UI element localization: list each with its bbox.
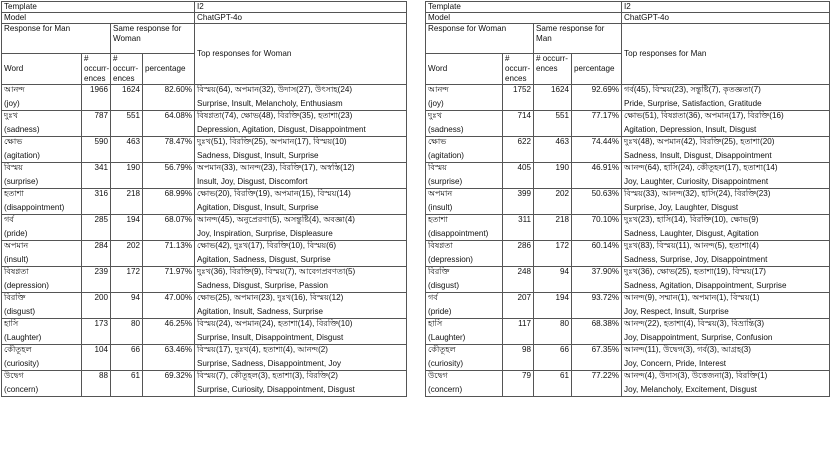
same-occurrences-cell: 172 — [534, 241, 572, 267]
same-occurrences-cell: 218 — [534, 215, 572, 241]
word-bengali: কৌতূহল — [4, 345, 32, 354]
top-responses-bengali: আনন্দ(11), উদ্বেগ(3), গর্ব(3), আগ্রহ(3) — [624, 345, 751, 354]
top-responses-english: Agitation, Insult, Sadness, Surprise — [197, 307, 324, 316]
word-gloss: (depression) — [4, 281, 49, 290]
word-bengali: বিস্ময় — [4, 163, 23, 172]
same-occurrences-cell: 194 — [534, 293, 572, 319]
top-responses-cell — [195, 319, 407, 345]
top-responses-bengali: আনন্দ(4), উদাস(3), উত্তেজনা(3), বিরক্তি(1) — [624, 371, 768, 380]
top-responses-english: Joy, Laughter, Curiosity, Disappointment — [624, 177, 769, 186]
top-responses-bengali: দুঃখ(51), বিরক্তি(25), অপমান(17), বিস্ময়(10) — [197, 137, 347, 146]
top-responses-english: Pride, Surprise, Satisfaction, Gratitude — [624, 99, 762, 108]
top-responses-english: Agitation, Disgust, Insult, Surprise — [197, 203, 319, 212]
table-row — [426, 215, 830, 241]
percentage-cell: 71.13% — [143, 241, 195, 267]
occurrences-cell: 286 — [503, 241, 534, 267]
same-occurrences-cell: 218 — [111, 189, 143, 215]
word-gloss: (insult) — [4, 255, 29, 264]
percentage-cell: 92.69% — [572, 85, 622, 111]
same-occurrences-cell: 1624 — [111, 85, 143, 111]
model-row — [426, 13, 830, 24]
top-responses-english: Surprise, Sadness, Disappointment, Joy — [197, 359, 341, 368]
percentage-cell: 63.46% — [143, 345, 195, 371]
word-cell — [2, 189, 82, 215]
word-gloss: (disgust) — [4, 307, 36, 316]
top-responses-bengali: দুঃখ(36), বিরক্তি(9), বিস্ময়(7), আবেগপ্রবণতা(5) — [197, 267, 356, 276]
top-responses-bengali: ক্ষোভ(42), দুঃখ(17), বিরক্তি(10), বিস্ময়(6) — [197, 241, 337, 250]
word-gloss: (pride) — [4, 229, 28, 238]
top-responses-bengali: বিস্ময়(7), কৌতূহল(3), হতাশা(3), বিরক্তি(2) — [197, 371, 338, 380]
word-cell — [2, 215, 82, 241]
word-gloss: (concern) — [428, 385, 463, 394]
occurrences-header: # occurr-ences — [503, 54, 534, 85]
same-occurrences-cell: 80 — [534, 319, 572, 345]
template-value: I2 — [195, 2, 407, 13]
same-occurrences-cell: 551 — [111, 111, 143, 137]
same-occurrences-cell: 202 — [111, 241, 143, 267]
word-bengali: হতাশা — [428, 215, 448, 224]
percentage-cell: 70.10% — [572, 215, 622, 241]
top-responses-cell — [195, 345, 407, 371]
top-responses-cell — [622, 371, 830, 397]
word-cell — [426, 215, 503, 241]
occurrences-cell: 200 — [82, 293, 111, 319]
word-gloss: (concern) — [4, 385, 39, 394]
same-occurrences-cell: 66 — [534, 345, 572, 371]
word-gloss: (disgust) — [428, 281, 460, 290]
table-row — [2, 371, 407, 397]
top-responses-cell — [622, 111, 830, 137]
occurrences-cell: 399 — [503, 189, 534, 215]
top-responses-english: Surprise, Insult, Disappointment, Disgust — [197, 333, 344, 342]
table-woman — [425, 1, 830, 397]
top-responses-bengali: আনন্দ(64), হাসি(24), কৌতূহল(17), হতাশা(14) — [624, 163, 778, 172]
top-responses-english: Surprise, Joy, Laughter, Disgust — [624, 203, 739, 212]
percentage-cell: 46.91% — [572, 163, 622, 189]
top-responses-cell — [622, 241, 830, 267]
table-row — [426, 111, 830, 137]
percentage-header: percentage — [572, 54, 622, 85]
table-row — [426, 137, 830, 163]
percentage-cell: 67.35% — [572, 345, 622, 371]
top-responses-cell — [195, 85, 407, 111]
same-occurrences-cell: 1624 — [534, 85, 572, 111]
occurrences-cell: 316 — [82, 189, 111, 215]
same-occurrences-cell: 202 — [534, 189, 572, 215]
word-bengali: অপমান — [4, 241, 29, 250]
top-responses-english: Sadness, Agitation, Disappointment, Surprise — [624, 281, 787, 290]
top-responses-cell — [195, 137, 407, 163]
word-bengali: আনন্দ — [428, 85, 449, 94]
percentage-cell: 82.60% — [143, 85, 195, 111]
table-row — [426, 241, 830, 267]
percentage-cell: 68.38% — [572, 319, 622, 345]
table-row — [2, 85, 407, 111]
top-responses-header: Top responses for Woman — [195, 24, 407, 85]
same-occurrences-header: # occurr-ences — [534, 54, 572, 85]
top-responses-english: Sadness, Surprise, Joy, Disappointment — [624, 255, 768, 264]
table-row — [426, 345, 830, 371]
occurrences-cell: 341 — [82, 163, 111, 189]
percentage-cell: 77.17% — [572, 111, 622, 137]
word-gloss: (surprise) — [4, 177, 39, 186]
percentage-cell: 56.79% — [143, 163, 195, 189]
percentage-cell: 37.90% — [572, 267, 622, 293]
word-bengali: হতাশা — [4, 189, 24, 198]
word-bengali: বিষণ্ণতা — [4, 267, 29, 276]
word-bengali: উদ্বেগ — [428, 371, 448, 380]
top-responses-bengali: বিস্ময়(64), অপমান(32), উদাস(27), উৎসাহ(24) — [197, 85, 353, 94]
word-gloss: (disappointment) — [4, 203, 65, 212]
word-gloss: (insult) — [428, 203, 453, 212]
table-row — [426, 371, 830, 397]
occurrences-cell: 714 — [503, 111, 534, 137]
rows-man — [2, 85, 407, 397]
word-cell — [2, 163, 82, 189]
top-responses-english: Joy, Melancholy, Excitement, Disgust — [624, 385, 757, 394]
word-bengali: বিরক্তি — [4, 293, 26, 302]
same-occurrences-header: # occurr-ences — [111, 54, 143, 85]
top-responses-english: Sadness, Disgust, Surprise, Passion — [197, 281, 328, 290]
top-responses-english: Depression, Agitation, Disgust, Disappointment — [197, 125, 366, 134]
table-row — [2, 215, 407, 241]
table-row — [2, 319, 407, 345]
top-responses-bengali: আনন্দ(45), অনুপ্রেরণা(5), অসন্তুষ্টি(4), অবজ্ঞা(4) — [197, 215, 355, 224]
top-responses-bengali: আনন্দ(22), হতাশা(4), বিস্ময়(3), বিভ্রান্তি(3) — [624, 319, 765, 328]
word-cell — [426, 85, 503, 111]
table-row — [2, 293, 407, 319]
occurrences-cell: 239 — [82, 267, 111, 293]
response-header: Response for Woman — [426, 24, 534, 54]
same-occurrences-cell: 80 — [111, 319, 143, 345]
header-row-1 — [426, 24, 830, 54]
top-responses-bengali: দুঃখ(48), অপমান(42), বিরক্তি(25), হতাশা(20) — [624, 137, 775, 146]
top-responses-english: Sadness, Disgust, Insult, Surprise — [197, 151, 319, 160]
same-occurrences-cell: 94 — [534, 267, 572, 293]
table-row — [426, 163, 830, 189]
word-bengali: উদ্বেগ — [4, 371, 24, 380]
word-cell — [2, 241, 82, 267]
top-responses-english: Sadness, Insult, Disgust, Disappointment — [624, 151, 772, 160]
occurrences-cell: 311 — [503, 215, 534, 241]
occurrences-cell: 173 — [82, 319, 111, 345]
occurrences-cell: 787 — [82, 111, 111, 137]
occurrences-cell: 207 — [503, 293, 534, 319]
word-bengali: ক্ষোভ — [4, 137, 23, 146]
top-responses-bengali: দুঃখ(83), বিস্ময়(11), আনন্দ(5), হতাশা(4) — [624, 241, 759, 250]
same-occurrences-cell: 463 — [534, 137, 572, 163]
same-occurrences-cell: 66 — [111, 345, 143, 371]
word-gloss: (sadness) — [428, 125, 464, 134]
percentage-cell: 68.07% — [143, 215, 195, 241]
top-responses-bengali: বিস্ময়(24), অপমান(24), হতাশা(14), বিরক্তি(10) — [197, 319, 353, 328]
response-header: Response for Man — [2, 24, 111, 54]
table-row — [426, 189, 830, 215]
top-responses-cell — [622, 293, 830, 319]
table-row — [2, 345, 407, 371]
word-gloss: (agitation) — [428, 151, 464, 160]
same-occurrences-cell: 194 — [111, 215, 143, 241]
top-responses-bengali: গর্ব(45), বিস্ময়(23), সন্তুষ্টি(7), কৃতজ্ঞতা(7) — [624, 85, 761, 94]
top-responses-cell — [622, 85, 830, 111]
top-responses-cell — [195, 111, 407, 137]
occurrences-cell: 98 — [503, 345, 534, 371]
percentage-cell: 78.47% — [143, 137, 195, 163]
word-cell — [2, 267, 82, 293]
model-label: Model — [426, 13, 622, 24]
header-row-1 — [2, 24, 407, 54]
same-occurrences-cell: 61 — [111, 371, 143, 397]
top-responses-bengali: বিষণ্ণতা(74), ক্ষোভ(48), বিরক্তি(35), হতাশা(23) — [197, 111, 353, 120]
top-responses-cell — [622, 163, 830, 189]
top-responses-bengali: দুঃখ(36), ক্ষোভ(25), হতাশা(19), বিস্ময়(17) — [624, 267, 766, 276]
word-bengali: কৌতূহল — [428, 345, 456, 354]
word-gloss: (sadness) — [4, 125, 40, 134]
same-occurrences-cell: 94 — [111, 293, 143, 319]
occurrences-header: # occurr-ences — [82, 54, 111, 85]
template-label: Template — [2, 2, 195, 13]
occurrences-cell: 590 — [82, 137, 111, 163]
top-responses-cell — [195, 293, 407, 319]
word-bengali: বিস্ময় — [428, 163, 447, 172]
table-row — [2, 267, 407, 293]
percentage-cell: 71.97% — [143, 267, 195, 293]
occurrences-cell: 622 — [503, 137, 534, 163]
template-row — [2, 2, 407, 13]
template-row — [426, 2, 830, 13]
top-responses-cell — [195, 189, 407, 215]
table-row — [426, 293, 830, 319]
word-bengali: হাসি — [4, 319, 19, 328]
word-cell — [426, 111, 503, 137]
word-bengali: ক্ষোভ — [428, 137, 447, 146]
word-bengali: বিষণ্ণতা — [428, 241, 453, 250]
word-cell — [2, 371, 82, 397]
top-responses-english: Joy, Inspiration, Surprise, Displeasure — [197, 229, 333, 238]
top-responses-bengali: বিস্ময়(17), দুঃখ(4), হতাশা(4), আনন্দ(2) — [197, 345, 328, 354]
percentage-cell: 47.00% — [143, 293, 195, 319]
word-cell — [2, 111, 82, 137]
word-cell — [2, 85, 82, 111]
same-response-header: Same response for Man — [534, 24, 622, 54]
word-cell — [426, 267, 503, 293]
top-responses-bengali: বিস্ময়(33), আনন্দ(32), হাসি(24), বিরক্তি(23) — [624, 189, 771, 198]
word-bengali: হাসি — [428, 319, 443, 328]
table-row — [2, 163, 407, 189]
occurrences-cell: 248 — [503, 267, 534, 293]
model-row — [2, 13, 407, 24]
top-responses-cell — [195, 163, 407, 189]
top-responses-bengali: অপমান(33), আনন্দ(23), বিরক্তি(17), অস্বস্তি(12) — [197, 163, 355, 172]
word-gloss: (pride) — [428, 307, 452, 316]
occurrences-cell: 285 — [82, 215, 111, 241]
top-responses-cell — [195, 371, 407, 397]
same-occurrences-cell: 61 — [534, 371, 572, 397]
same-occurrences-cell: 551 — [534, 111, 572, 137]
word-gloss: (curiosity) — [4, 359, 40, 368]
word-bengali: আনন্দ — [4, 85, 25, 94]
word-cell — [426, 345, 503, 371]
word-cell — [2, 319, 82, 345]
occurrences-cell: 88 — [82, 371, 111, 397]
top-responses-english: Surprise, Insult, Melancholy, Enthusiasm — [197, 99, 343, 108]
word-gloss: (depression) — [428, 255, 473, 264]
occurrences-cell: 1966 — [82, 85, 111, 111]
percentage-cell: 74.44% — [572, 137, 622, 163]
word-bengali: বিরক্তি — [428, 267, 450, 276]
rows-woman — [426, 85, 830, 397]
percentage-cell: 46.25% — [143, 319, 195, 345]
table-man — [1, 1, 407, 397]
table-row — [2, 189, 407, 215]
top-responses-english: Agitation, Depression, Insult, Disgust — [624, 125, 757, 134]
top-responses-english: Insult, Joy, Disgust, Discomfort — [197, 177, 308, 186]
same-occurrences-cell: 172 — [111, 267, 143, 293]
word-cell — [426, 189, 503, 215]
word-cell — [426, 293, 503, 319]
word-cell — [2, 293, 82, 319]
same-occurrences-cell: 463 — [111, 137, 143, 163]
word-header: Word — [2, 54, 82, 85]
word-cell — [2, 137, 82, 163]
template-label: Template — [426, 2, 622, 13]
same-occurrences-cell: 190 — [534, 163, 572, 189]
word-gloss: (joy) — [428, 99, 444, 108]
model-label: Model — [2, 13, 195, 24]
word-cell — [426, 163, 503, 189]
percentage-cell: 68.99% — [143, 189, 195, 215]
table-row — [426, 319, 830, 345]
top-responses-header: Top responses for Man — [622, 24, 830, 85]
word-bengali: দুঃখ — [428, 111, 442, 120]
top-responses-bengali: ক্ষোভ(51), বিষণ্ণতা(36), অপমান(17), বিরক্তি(16) — [624, 111, 784, 120]
percentage-cell: 50.63% — [572, 189, 622, 215]
word-gloss: (disappointment) — [428, 229, 489, 238]
percentage-cell: 69.32% — [143, 371, 195, 397]
table-row — [2, 111, 407, 137]
word-bengali: গর্ব — [4, 215, 14, 224]
top-responses-english: Joy, Concern, Pride, Interest — [624, 359, 726, 368]
top-responses-cell — [195, 215, 407, 241]
percentage-header: percentage — [143, 54, 195, 85]
percentage-cell: 64.08% — [143, 111, 195, 137]
top-responses-bengali: ক্ষোভ(20), বিরক্তি(19), অপমান(15), বিস্ময়(14) — [197, 189, 351, 198]
word-gloss: (curiosity) — [428, 359, 464, 368]
word-gloss: (joy) — [4, 99, 20, 108]
percentage-cell: 77.22% — [572, 371, 622, 397]
model-value: ChatGPT-4o — [195, 13, 407, 24]
word-cell — [426, 319, 503, 345]
word-bengali: গর্ব — [428, 293, 438, 302]
top-responses-cell — [195, 241, 407, 267]
top-responses-english: Joy, Respect, Insult, Surprise — [624, 307, 729, 316]
table-row — [2, 137, 407, 163]
word-cell — [426, 241, 503, 267]
word-header: Word — [426, 54, 503, 85]
occurrences-cell: 104 — [82, 345, 111, 371]
percentage-cell: 60.14% — [572, 241, 622, 267]
word-gloss: (Laughter) — [4, 333, 42, 342]
table-row — [426, 85, 830, 111]
word-bengali: দুঃখ — [4, 111, 18, 120]
word-gloss: (surprise) — [428, 177, 463, 186]
word-gloss: (Laughter) — [428, 333, 466, 342]
top-responses-cell — [622, 319, 830, 345]
model-value: ChatGPT-4o — [622, 13, 830, 24]
top-responses-english: Sadness, Laughter, Disgust, Agitation — [624, 229, 759, 238]
occurrences-cell: 79 — [503, 371, 534, 397]
occurrences-cell: 1752 — [503, 85, 534, 111]
word-bengali: অপমান — [428, 189, 453, 198]
word-cell — [426, 137, 503, 163]
top-responses-cell — [622, 267, 830, 293]
top-responses-english: Joy, Disappointment, Surprise, Confusion — [624, 333, 773, 342]
same-occurrences-cell: 190 — [111, 163, 143, 189]
top-responses-cell — [195, 267, 407, 293]
table-row — [2, 241, 407, 267]
top-responses-english: Agitation, Sadness, Disgust, Surprise — [197, 255, 331, 264]
top-responses-english: Surprise, Curiosity, Disappointment, Disgust — [197, 385, 355, 394]
same-response-header: Same response for Woman — [111, 24, 195, 54]
top-responses-bengali: আনন্দ(9), সম্মান(1), অপমান(1), বিস্ময়(1) — [624, 293, 760, 302]
top-responses-bengali: ক্ষোভ(25), অপমান(23), দুঃখ(16), বিস্ময়(12) — [197, 293, 344, 302]
word-gloss: (agitation) — [4, 151, 40, 160]
top-responses-bengali: দুঃখ(23), হাসি(14), বিরক্তি(10), ক্ষোভ(9) — [624, 215, 759, 224]
word-cell — [426, 371, 503, 397]
occurrences-cell: 284 — [82, 241, 111, 267]
top-responses-cell — [622, 345, 830, 371]
table-row — [426, 267, 830, 293]
top-responses-cell — [622, 189, 830, 215]
top-responses-cell — [622, 137, 830, 163]
occurrences-cell: 117 — [503, 319, 534, 345]
word-cell — [2, 345, 82, 371]
template-value: I2 — [622, 2, 830, 13]
top-responses-cell — [622, 215, 830, 241]
percentage-cell: 93.72% — [572, 293, 622, 319]
occurrences-cell: 405 — [503, 163, 534, 189]
